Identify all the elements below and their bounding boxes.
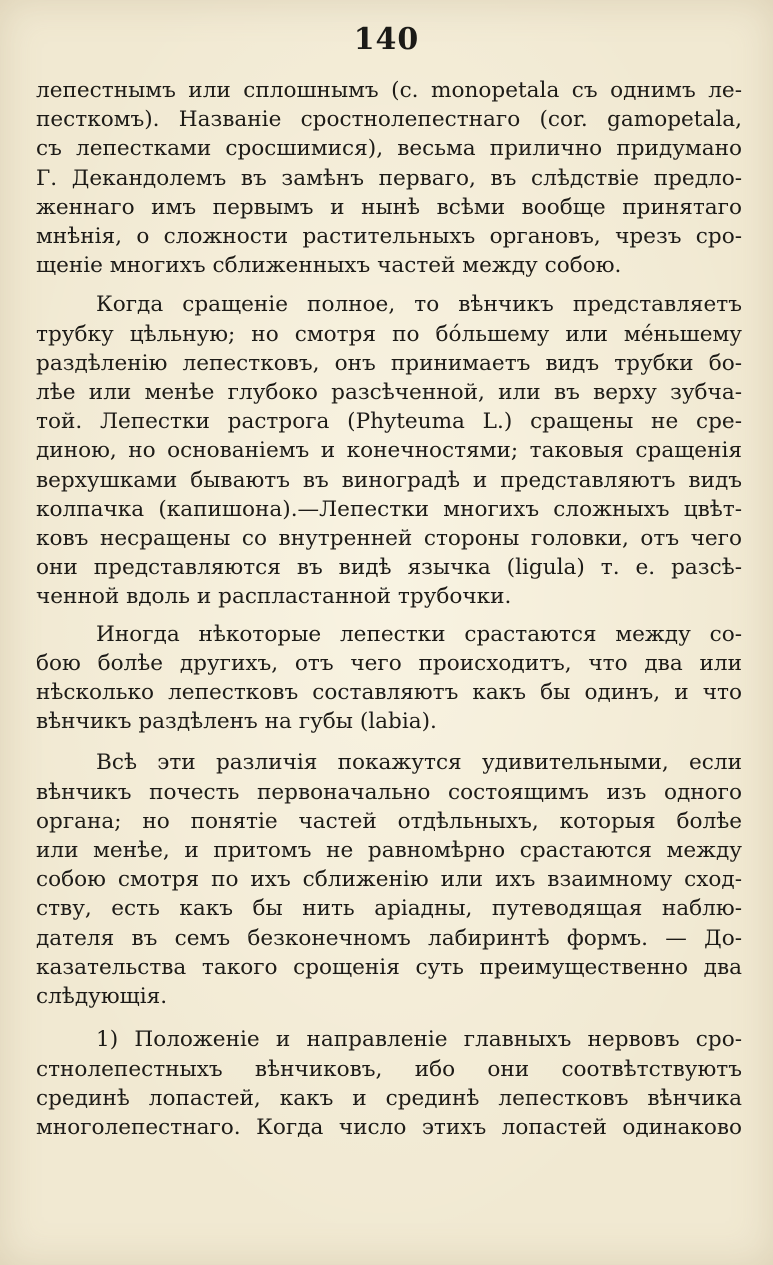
- text-line: многолепестнаго. Когда число этихъ лопастей одинаково: [36, 1114, 742, 1140]
- page-number: 140: [353, 22, 420, 57]
- text-line: ченной вдоль и распластанной трубочки.: [36, 584, 512, 610]
- text-line: срединѣ лопастей, какъ и срединѣ лепестковъ вѣнчика: [36, 1085, 742, 1111]
- text-line: собою смотря по ихъ сближенію или ихъ взаимному сход-: [36, 867, 742, 893]
- text-line: они представляются въ видѣ язычка (ligula) т. е. разсѣ-: [36, 555, 742, 581]
- text-line: диною, но основаніемъ и конечностями; таковыя сращенія: [36, 438, 742, 464]
- text-line: или менѣе, и притомъ не равномѣрно срастаются между: [36, 838, 742, 864]
- text-line: вѣнчикъ почесть первоначально состоящимъ изъ одного: [36, 779, 742, 805]
- text-line: ству, есть какъ бы нить аріадны, путеводящая наблю-: [36, 896, 742, 922]
- text-line: органа; но понятіе частей отдѣльныхъ, которыя болѣе: [36, 808, 742, 834]
- text-line: слѣдующія.: [36, 984, 168, 1010]
- body-text: [36, 76, 742, 1154]
- text-line: казательства такого срощенія суть преимущественно два: [36, 954, 742, 980]
- text-line: нѣсколько лепестковъ составляютъ какъ бы одинъ, и что: [36, 680, 742, 706]
- paragraph-4: [36, 748, 742, 1011]
- text-line: той. Лепестки растрога (Phyteuma L.) сращены не сре-: [36, 409, 742, 435]
- text-line: съ лепестками сросшимися), весьма прилично придумано: [36, 136, 742, 162]
- text-line: стнолепестныхъ вѣнчиковъ, ибо они соотвѣтствуютъ: [36, 1056, 742, 1082]
- paragraph-3: [36, 620, 742, 737]
- text-line: песткомъ). Названіе сростнолепестнаго (cor. gamopetala,: [36, 107, 742, 133]
- text-line: мнѣнія, о сложности растительныхъ органовъ, чрезъ сро-: [36, 224, 742, 250]
- text-line: колпачка (капишона).—Лепестки многихъ сложныхъ цвѣт-: [36, 496, 742, 522]
- paragraph-1: [36, 76, 742, 280]
- text-line: вѣнчикъ раздѣленъ на губы (labia).: [36, 709, 437, 735]
- text-line: лепестнымъ или сплошнымъ (c. monopetala съ однимъ ле-: [36, 78, 742, 103]
- text-line: ковъ несращены со внутренней стороны головки, отъ чего: [36, 526, 742, 552]
- paragraph-2: [36, 290, 742, 611]
- paragraph-5: [36, 1025, 742, 1142]
- text-line: Г. Декандолемъ въ замѣнъ перваго, въ слѣдствіе предло-: [36, 165, 742, 191]
- text-line: бою болѣе другихъ, отъ чего происходитъ, что два или: [36, 650, 742, 676]
- text-line: Всѣ эти различія покажутся удивительными, если: [96, 750, 742, 776]
- text-line: Когда сращеніе полное, то вѣнчикъ представляетъ: [96, 292, 742, 318]
- text-line: 1) Положеніе и направленіе главныхъ нервовъ сро-: [96, 1027, 742, 1053]
- text-line: трубку цѣльную; но смотря по бóльшему или мéньшему: [36, 321, 742, 347]
- text-line: верхушками бываютъ въ виноградѣ и представляютъ видъ: [36, 467, 742, 493]
- text-line: Иногда нѣкоторые лепестки срастаются между со-: [96, 621, 742, 647]
- text-line: лѣе или менѣе глубоко разсѣченной, или въ верху зубча-: [36, 380, 742, 406]
- text-line: раздѣленію лепестковъ, онъ принимаетъ видъ трубки бо-: [36, 350, 742, 376]
- text-line: женнаго имъ первымъ и нынѣ всѣми вообще принятаго: [36, 194, 742, 220]
- text-line: щеніе многихъ сближенныхъ частей между собою.: [36, 253, 622, 279]
- text-line: дателя въ семъ безконечномъ лабиринтѣ формъ. — До-: [36, 925, 742, 951]
